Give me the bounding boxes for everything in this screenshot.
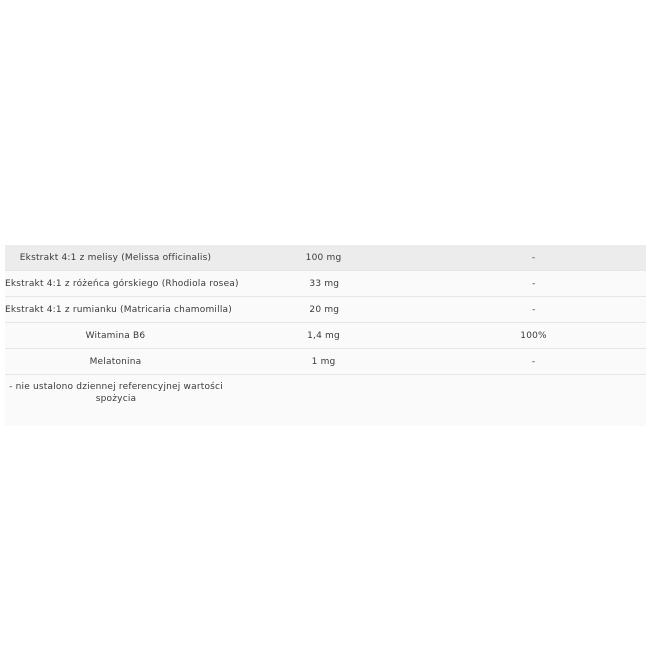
ingredient-amount: 1,4 mg (307, 330, 340, 341)
ingredient-amount: 100 mg (305, 252, 342, 263)
ingredient-amount: 20 mg (309, 304, 340, 315)
ingredient-rws: - (532, 304, 536, 315)
ingredient-rws: 100% (520, 330, 547, 341)
table-row (5, 297, 646, 323)
ingredient-name: Melatonina (89, 356, 142, 367)
nutrition-table (5, 245, 646, 426)
ingredient-amount: 33 mg (309, 278, 340, 289)
ingredient-rws: - (531, 252, 536, 263)
ingredient-name: Witamina B6 (85, 330, 146, 341)
ingredient-name: Ekstrakt 4:1 z melisy (Melissa officinalis) (19, 252, 212, 263)
ingredient-amount: 1 mg (311, 356, 336, 367)
table-row (5, 349, 646, 375)
table-footnote (5, 375, 227, 405)
ingredient-rws: - (531, 356, 536, 367)
ingredient-rws: - (532, 278, 536, 289)
footnote-line: - nie ustalono dziennej referencyjnej wartości (9, 382, 223, 392)
table-row (5, 271, 646, 297)
table-row (5, 323, 646, 349)
table-row (5, 245, 646, 271)
footnote-line: spożycia (95, 394, 137, 404)
ingredient-name: Ekstrakt 4:1 z rumianku (Matricaria chamomilla) (5, 304, 232, 315)
ingredient-name: Ekstrakt 4:1 z różeńca górskiego (Rhodiola rosea) (5, 278, 239, 289)
